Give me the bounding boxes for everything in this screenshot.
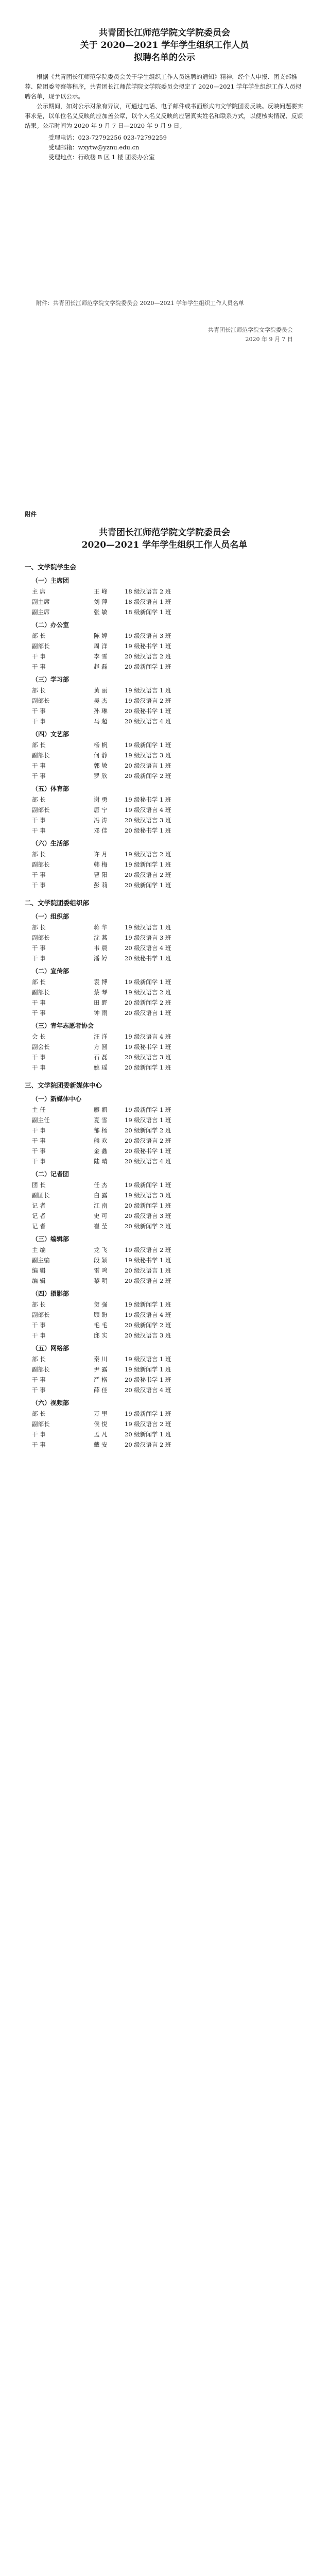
roster-name: 熊 欢 [94,1137,108,1144]
group-heading: （四）摄影部 [32,1290,70,1297]
roster-row [25,1008,298,1018]
notice-body [25,72,304,162]
roster-class: 19 级新闻学 1 班 [125,1181,171,1189]
roster-class: 19 级汉语言 2 班 [125,697,171,704]
attachment-title-line-2: 2020—2021 学年学生组织工作人员名单 [81,540,248,550]
roster-row [25,586,298,597]
roster-row [25,1190,298,1200]
roster-class: 19 级汉语言 4 班 [125,806,171,814]
roster-class: 19 级汉语言 3 班 [125,752,171,759]
group-heading: （二）记者团 [32,1171,70,1178]
roster-class: 19 级汉语言 4 班 [125,1033,171,1040]
roster-row [25,1221,298,1231]
roster-class: 20 级新闻学 2 班 [125,1223,171,1230]
roster-row [25,1320,298,1330]
group-heading: （三）学习部 [32,676,70,683]
roster-name: 蔡 琴 [94,989,108,996]
roster-row [25,696,298,706]
roster [0,551,329,1450]
roster-name: 田 野 [94,999,108,1006]
roster-class: 20 级汉语言 3 班 [125,817,171,824]
roster-role: 干 事 [32,1064,46,1071]
roster-role: 副主编 [32,1257,50,1264]
roster-class: 20 级汉语言 3 班 [125,1054,171,1061]
roster-role: 副团长 [32,1192,50,1199]
roster-role: 干 事 [32,1147,46,1155]
group-heading: （六）视频部 [32,1399,70,1406]
roster-role: 记 者 [32,1212,46,1219]
roster-row [25,1031,298,1042]
roster-name: 石 磊 [94,1054,108,1061]
signature-org: 共青团长江师范学院文学院委员会 [208,327,293,333]
roster-name: 钟 雨 [94,1009,108,1016]
roster-row [25,685,298,696]
roster-role: 副部长 [32,1366,50,1373]
roster-row [25,1419,298,1429]
roster-role: 编 辑 [32,1267,46,1274]
roster-role: 干 事 [32,1321,46,1329]
roster-role: 干 事 [32,817,46,824]
roster-row [25,740,298,750]
roster-row [25,1156,298,1166]
roster-row [25,849,298,859]
contact-phone: 受理电话：023-72792256 023-72792259 [48,134,167,141]
roster-name: 谢 勇 [94,796,108,803]
notice-title [0,27,329,64]
section-heading: 三、文学院团委新媒体中心 [25,1081,102,1089]
roster-class: 20 级汉语言 4 班 [125,1158,171,1165]
roster-role: 干 事 [32,1332,46,1339]
roster-role: 主 任 [32,1106,46,1113]
roster-name: 袁 博 [94,978,108,986]
roster-row [25,1385,298,1395]
roster-name: 雷 鸣 [94,1267,108,1274]
roster-row [25,1042,298,1052]
roster-role: 干 事 [32,1158,46,1165]
group-heading: （二）办公室 [32,621,70,629]
roster-role: 副会长 [32,1043,50,1050]
notice-paragraph-2: 公示期间，如对公示对象有异议，可通过电话、电子邮件或书面形式向文学院团委反映。反映问题要实事求是，以单位名义反映的应加盖公章，以个人名义反映的应署真实姓名和联系方式，以便核实情况、反馈结果。公示时间为 2020 年 9 月 7 日—2020 年 9 月 9 日。 [25,103,303,129]
roster-class: 20 级汉语言 2 班 [125,1277,171,1284]
roster-name: 周 洋 [94,642,108,650]
roster-name: 黎 明 [94,1277,108,1284]
notice-sheet [0,0,329,361]
roster-role: 副部长 [32,861,50,868]
notice-title-line-2: 关于 2020—2021 学年学生组织工作人员 [80,40,249,50]
roster-class: 20 级秘书学 1 班 [125,707,171,715]
group-heading: （五）体育部 [32,785,70,792]
roster-name: 张 敏 [94,608,108,616]
roster-role: 干 事 [32,871,46,878]
roster-row [25,1146,298,1156]
roster-row [25,716,298,726]
roster-class: 19 级汉语言 2 班 [125,1420,171,1428]
roster-name: 陈 婷 [94,632,108,639]
roster-role: 部 长 [32,1301,46,1308]
roster-class: 20 级新闻学 1 班 [125,1064,171,1071]
contact-email: 受理邮箱：wxytw@yznu.edu.cn [48,144,140,151]
roster-row [25,1115,298,1125]
roster-role: 部 长 [32,924,46,931]
roster-row [25,880,298,890]
roster-class: 20 级新闻学 1 班 [125,882,171,889]
roster-row [25,771,298,781]
roster-row [25,1125,298,1136]
roster-role: 副主席 [32,608,50,616]
group-heading: （五）网络部 [32,1345,70,1352]
signature-date: 2020 年 9 月 7 日 [245,336,293,343]
group-heading: （一）新媒体中心 [32,1095,82,1103]
roster-row [25,922,298,933]
roster-name: 罗 欣 [94,772,108,779]
roster-name: 唐 宁 [94,806,108,814]
roster-class: 19 级新闻学 1 班 [125,1301,171,1308]
notice-attachment-line [25,299,304,308]
roster-name: 贺 强 [94,1301,108,1308]
roster-class: 19 级汉语言 1 班 [125,1355,171,1363]
roster-role: 副部长 [32,989,50,996]
roster-class: 19 级新闻学 1 班 [125,1366,171,1373]
roster-row [25,1245,298,1255]
roster-name: 黄 丽 [94,687,108,694]
roster-name: 方 圆 [94,1043,108,1050]
roster-role: 干 事 [32,1386,46,1394]
roster-role: 副部长 [32,1311,50,1318]
roster-name: 薛 佳 [94,1386,108,1394]
roster-role: 干 事 [32,718,46,725]
section-heading: 一、文学院学生会 [25,563,77,571]
roster-row [25,1265,298,1276]
roster-row [25,870,298,880]
roster-name: 王 峰 [94,588,108,595]
roster-name: 蒋 华 [94,924,108,931]
roster-row [25,794,298,805]
roster-row [25,1276,298,1286]
roster-class: 20 级汉语言 4 班 [125,944,171,952]
roster-class: 20 级汉语言 2 班 [125,653,171,660]
attachment-reference[interactable]: 附件：共青团长江师范学院文学院委员会 2020—2021 学年学生组织工作人员名单 [36,300,244,307]
roster-class: 20 级汉语言 1 班 [125,762,171,769]
roster-name: 孟 凡 [94,1431,108,1438]
roster-class: 20 级汉语言 1 班 [125,1009,171,1016]
roster-role: 部 长 [32,632,46,639]
roster-name: 曹 阳 [94,871,108,878]
roster-role: 副部长 [32,697,50,704]
roster-name: 任 杰 [94,1181,108,1189]
roster-role: 记 者 [32,1223,46,1230]
attachment-sheet [0,361,329,1450]
roster-row [25,815,298,825]
roster-name: 严 格 [94,1376,108,1383]
roster-name: 吴 杰 [94,697,108,704]
roster-class: 19 级新闻学 1 班 [125,741,171,749]
notice-signature [0,326,329,344]
roster-row [25,987,298,997]
roster-name: 孙 琳 [94,707,108,715]
roster-class: 20 级汉语言 4 班 [125,1386,171,1394]
roster-name: 何 静 [94,752,108,759]
roster-row [25,760,298,771]
roster-class: 19 级新闻学 1 班 [125,1106,171,1113]
roster-name: 许 月 [94,851,108,858]
roster-name: 顾 盼 [94,1311,108,1318]
roster-class: 20 级汉语言 3 班 [125,1212,171,1219]
notice-title-line-3: 拟聘名单的公示 [134,53,195,63]
roster-row [25,953,298,963]
roster-class: 19 级汉语言 3 班 [125,632,171,639]
group-heading: （一）组织部 [32,913,70,920]
roster-class: 20 级新闻学 1 班 [125,1431,171,1438]
roster-name: 潘 婷 [94,955,108,962]
roster-role: 副部长 [32,642,50,650]
roster-role: 主 席 [32,588,46,595]
roster-role: 干 事 [32,1009,46,1016]
roster-class: 20 级秘书学 1 班 [125,955,171,962]
roster-row [25,1180,298,1190]
roster-name: 马 超 [94,718,108,725]
roster-role: 干 事 [32,999,46,1006]
roster-class: 18 级汉语言 1 班 [125,598,171,605]
roster-row [25,1052,298,1062]
roster-class: 18 级新闻学 1 班 [125,608,171,616]
roster-role: 干 事 [32,1127,46,1134]
roster-name: 戴 安 [94,1441,108,1448]
roster-class: 20 级汉语言 2 班 [125,871,171,878]
roster-name: 秦 川 [94,1355,108,1363]
roster-row [25,1439,298,1450]
roster-row [25,1062,298,1073]
roster-role: 记 者 [32,1202,46,1209]
roster-name: 毛 毛 [94,1321,108,1329]
roster-class: 20 级秘书学 1 班 [125,1147,171,1155]
roster-class: 19 级汉语言 4 班 [125,1311,171,1318]
roster-row [25,641,298,651]
roster-class: 20 级汉语言 1 班 [125,1267,171,1274]
roster-name: 廖 凯 [94,1106,108,1113]
roster-name: 邹 杨 [94,1127,108,1134]
roster-name: 沈 燕 [94,934,108,941]
roster-role: 副部长 [32,934,50,941]
roster-class: 20 级新闻学 1 班 [125,663,171,670]
roster-class: 19 级新闻学 1 班 [125,861,171,868]
roster-role: 副部长 [32,806,50,814]
roster-role: 干 事 [32,1441,46,1448]
roster-row [25,631,298,641]
roster-role: 部 长 [32,796,46,803]
roster-class: 20 级新闻学 2 班 [125,999,171,1006]
roster-role: 干 事 [32,1054,46,1061]
roster-row [25,662,298,672]
roster-class: 19 级汉语言 2 班 [125,1246,171,1253]
roster-row [25,1105,298,1115]
roster-row [25,859,298,870]
roster-row [25,597,298,607]
roster-row [25,651,298,662]
group-heading: （六）生活部 [32,840,70,847]
roster-name: 李 雪 [94,653,108,660]
roster-row [25,1330,298,1341]
roster-role: 副主席 [32,598,50,605]
roster-role: 干 事 [32,772,46,779]
roster-name: 冯 涛 [94,817,108,824]
roster-name: 杨 帆 [94,741,108,749]
roster-row [25,1136,298,1146]
roster-name: 尹 露 [94,1366,108,1373]
roster-name: 白 露 [94,1192,108,1199]
roster-role: 干 事 [32,944,46,952]
roster-role: 干 事 [32,827,46,834]
roster-row [25,1354,298,1364]
roster-role: 副部长 [32,752,50,759]
roster-role: 干 事 [32,653,46,660]
roster-class: 19 级秘书学 1 班 [125,1043,171,1050]
roster-name: 韩 梅 [94,861,108,868]
roster-name: 史 可 [94,1212,108,1219]
roster-role: 干 事 [32,882,46,889]
roster-role: 团 长 [32,1181,46,1189]
roster-role: 部 长 [32,687,46,694]
roster-class: 20 级汉语言 4 班 [125,718,171,725]
roster-row [25,1211,298,1221]
roster-role: 会 长 [32,1033,46,1040]
attachment-title [0,518,329,551]
group-heading: （三）青年志愿者协会 [32,1022,94,1029]
roster-role: 编 辑 [32,1277,46,1284]
roster-row [25,1409,298,1419]
roster-name: 邱 实 [94,1332,108,1339]
roster-role: 干 事 [32,707,46,715]
section-heading: 二、文学院团委组织部 [25,899,90,907]
roster-row [25,825,298,836]
roster-name: 夏 雪 [94,1116,108,1124]
roster-class: 20 级汉语言 2 班 [125,1441,171,1448]
roster-class: 19 级新闻学 1 班 [125,978,171,986]
roster-name: 段 颖 [94,1257,108,1264]
roster-role: 副主任 [32,1116,50,1124]
roster-name: 崔 莹 [94,1223,108,1230]
roster-class: 19 级汉语言 3 班 [125,1192,171,1199]
roster-name: 赵 磊 [94,663,108,670]
roster-row [25,1364,298,1375]
roster-row [25,1429,298,1439]
roster-class: 19 级汉语言 2 班 [125,851,171,858]
roster-role: 干 事 [32,663,46,670]
roster-row [25,943,298,953]
roster-class: 18 级汉语言 2 班 [125,588,171,595]
roster-class: 20 级秘书学 1 班 [125,1376,171,1383]
roster-role: 干 事 [32,1137,46,1144]
roster-name: 郭 敏 [94,762,108,769]
roster-class: 19 级秘书学 1 班 [125,642,171,650]
attachment-label: 附件 [25,511,37,518]
roster-role: 干 事 [32,1431,46,1438]
roster-class: 20 级汉语言 3 班 [125,1332,171,1339]
roster-name: 汪 洋 [94,1033,108,1040]
group-heading: （四）文艺部 [32,731,70,738]
contact-address: 受理地点：行政楼 B 区 1 楼 团委办公室 [48,154,155,161]
roster-class: 20 级秘书学 1 班 [125,827,171,834]
group-heading: （一）主席团 [32,577,70,584]
notice-title-line-1: 共青团长江师范学院文学院委员会 [99,28,230,38]
roster-role: 部 长 [32,741,46,749]
roster-class: 20 级新闻学 1 班 [125,1202,171,1209]
roster-name: 陆 晴 [94,1158,108,1165]
roster-class: 19 级秘书学 1 班 [125,1257,171,1264]
roster-row [25,706,298,716]
roster-class: 19 级汉语言 2 班 [125,989,171,996]
roster-name: 龙 飞 [94,1246,108,1253]
roster-row [25,1200,298,1211]
roster-role: 部 长 [32,978,46,986]
roster-role: 干 事 [32,1376,46,1383]
roster-name: 刘 萍 [94,598,108,605]
roster-class: 19 级汉语言 3 班 [125,934,171,941]
roster-row [25,1255,298,1265]
roster-name: 彭 莉 [94,882,108,889]
roster-class: 20 级新闻学 2 班 [125,772,171,779]
roster-name: 韦 晨 [94,944,108,952]
roster-row [25,1310,298,1320]
roster-class: 19 级汉语言 1 班 [125,687,171,694]
notice-paragraph-1: 根据《共青团长江师范学院委员会关于学生组织工作人员选聘的通知》精神，经个人申报、团支部推荐、院团委考察等程序，共青团长江师范学院文学院委员会拟定了 2020—2021 学年学生组织工作人员拟聘名单，现予以公示。 [25,73,302,100]
roster-role: 部 长 [32,1355,46,1363]
roster-class: 19 级秘书学 1 班 [125,796,171,803]
group-heading: （三）编辑部 [32,1235,70,1243]
roster-name: 侯 悦 [94,1420,108,1428]
roster-row [25,1375,298,1385]
roster-role: 干 事 [32,955,46,962]
roster-name: 邓 佳 [94,827,108,834]
roster-class: 19 级新闻学 1 班 [125,1410,171,1417]
roster-row [25,750,298,760]
roster-role: 部 长 [32,851,46,858]
roster-row [25,933,298,943]
roster-role: 干 事 [32,762,46,769]
roster-class: 19 级汉语言 1 班 [125,1116,171,1124]
group-heading: （二）宣传部 [32,968,70,975]
roster-class: 20 级新闻学 2 班 [125,1127,171,1134]
roster-name: 金 鑫 [94,1147,108,1155]
roster-role: 副部长 [32,1420,50,1428]
roster-row [25,805,298,815]
roster-role: 主 编 [32,1246,46,1253]
roster-name: 万 里 [94,1410,108,1417]
roster-row [25,977,298,987]
roster-class: 20 级汉语言 2 班 [125,1137,171,1144]
roster-class: 19 级汉语言 1 班 [125,924,171,931]
roster-row [25,1299,298,1310]
roster-class: 20 级新闻学 2 班 [125,1321,171,1329]
roster-row [25,997,298,1008]
roster-name: 江 南 [94,1202,108,1209]
roster-name: 姚 瑶 [94,1064,108,1071]
roster-role: 部 长 [32,1410,46,1417]
attachment-title-line-1: 共青团长江师范学院文学院委员会 [99,528,230,538]
roster-row [25,607,298,617]
